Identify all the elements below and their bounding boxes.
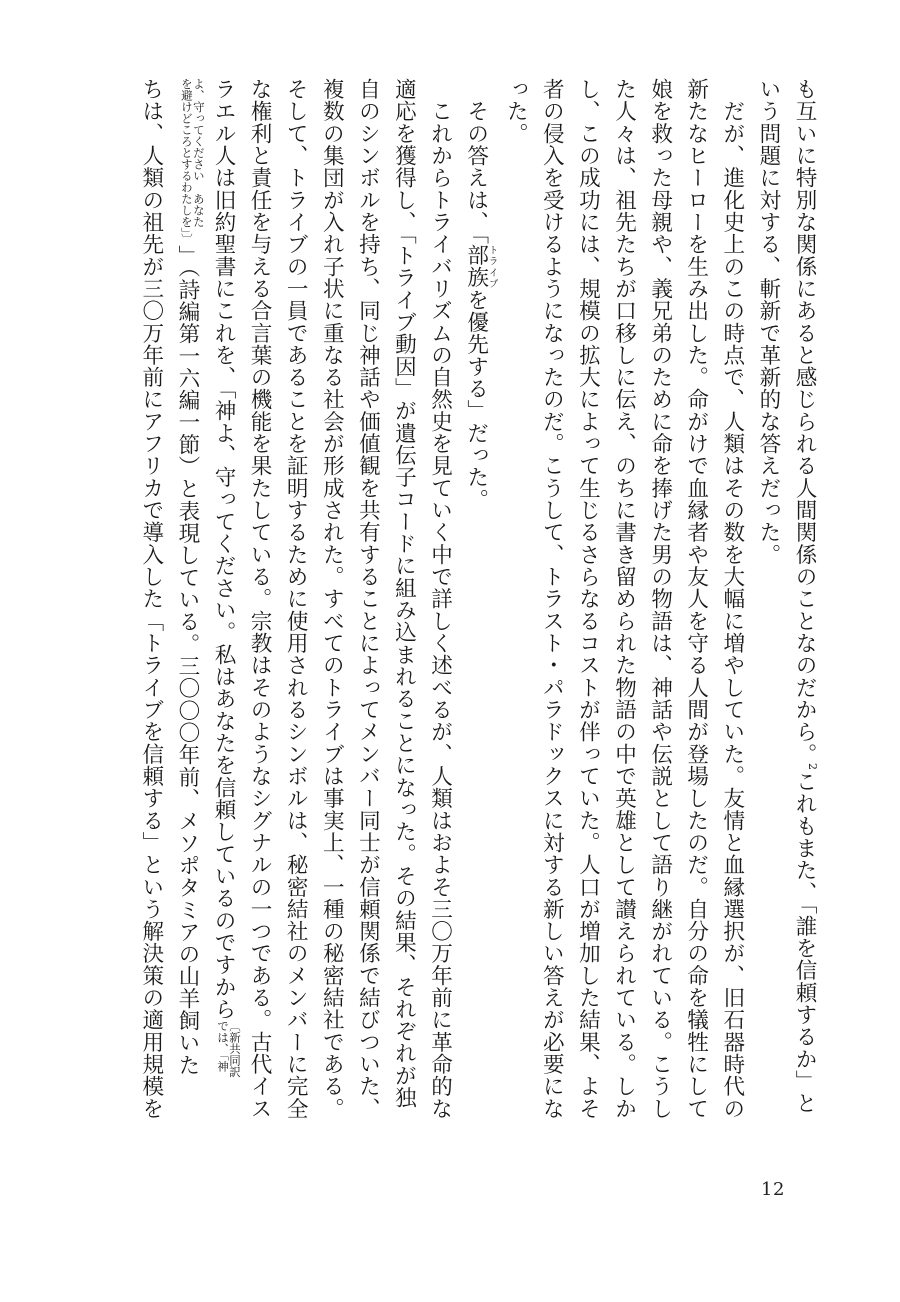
text-line-18: よ、守ってください あなた を避けどころとするわたしを」〕 」（詩編第一六編一節）と表現している。三〇〇〇年前、メソポタミアの山羊飼いた — [174, 78, 206, 1077]
text-line-2: いう問題に対する、斬新で革新的な答えだった。 — [755, 78, 781, 566]
text-line-11: これからトライバリズムの自然史を見ていく中で詳しく述べるが、人類はおよそ三〇万年前に革命的な — [427, 78, 453, 1120]
body-text — [82, 78, 822, 1188]
translator-note: 〔新共同訳 では、「神 — [216, 1020, 242, 1078]
text-line-9: った。 — [503, 78, 529, 145]
text-line-4: 新たなヒーローを生み出した。命がけで血縁者や友人を守る人間が登場したのだ。自分の命を犠牲にして — [683, 78, 709, 1120]
text-line-13: 自のシンボルを持ち、同じ神話や価値観を共有することによってメンバー同士が信頼関係で結びついた、 — [355, 78, 381, 1120]
text-line-1: も互いに特別な関係にあると感じられる人間関係のことなのだから。$^2$これもまた、「誰を信頼するか」と — [792, 78, 820, 1115]
text-line-15: そして、トライブの一員であることを証明するために使用されるシンボルは、秘密結社のメンバーに完全 — [283, 78, 309, 1120]
text-line-19: ちは、人類の祖先が三〇万年前にアフリカで導入した「トライブを信頼する」という解決策の適用規模を — [138, 78, 164, 1120]
text-line-7: し、この成功には、規模の拡大によって生じるさらなるコストが伴っていた。人口が増加した結果、よそ — [575, 78, 601, 1120]
text-line-5: 娘を救った母親や、義兄弟のために命を捧げた男の物語は、神話や伝説として語り継がれている。こうし — [647, 78, 673, 1120]
text-line-10: その答えは、「部族トライブを優先する」だった。 — [463, 78, 498, 511]
ruby-annotation: 部族トライブ — [463, 244, 498, 289]
page-number: 12 — [761, 1179, 785, 1200]
text-line-12: 適応を獲得し、「トライブ動因」が遺伝子コードに組み込まれることになった。その結果、それぞれが独 — [391, 78, 417, 1109]
text-line-8: 者の侵入を受けるようになったのだ。こうして、トラスト・パラドックスに対する新しい答えが必要にな — [539, 78, 565, 1120]
text-line-16: な権利と責任を与える合言葉の機能を果たしている。宗教はそのようなシグナルの一つである。古代イス — [247, 78, 273, 1120]
text-line-3: だが、進化史上のこの時点で、人類はその数を大幅に増やしていた。友情と血縁選択が、旧石器時代の — [719, 78, 745, 1120]
footnote-marker: 2 — [806, 762, 820, 771]
translator-note-continued: よ、守ってください あなた を避けどころとするわたしを」〕 — [179, 78, 206, 245]
text-line-17: ラエル人は旧約聖書にこれを、「神よ、守ってください。私はあなたを信頼しているのですから 〔新共同訳 では、「神 — [211, 78, 242, 1078]
text-line-14: 複数の集団が入れ子状に重なる社会が形成された。すべてのトライブは事実上、一種の秘密結社である。 — [319, 78, 345, 1120]
text-line-6: た人々は、祖先たちが口移しに伝え、のちに書き留められた物語の中で英雄として讃えられている。しか — [611, 78, 637, 1120]
